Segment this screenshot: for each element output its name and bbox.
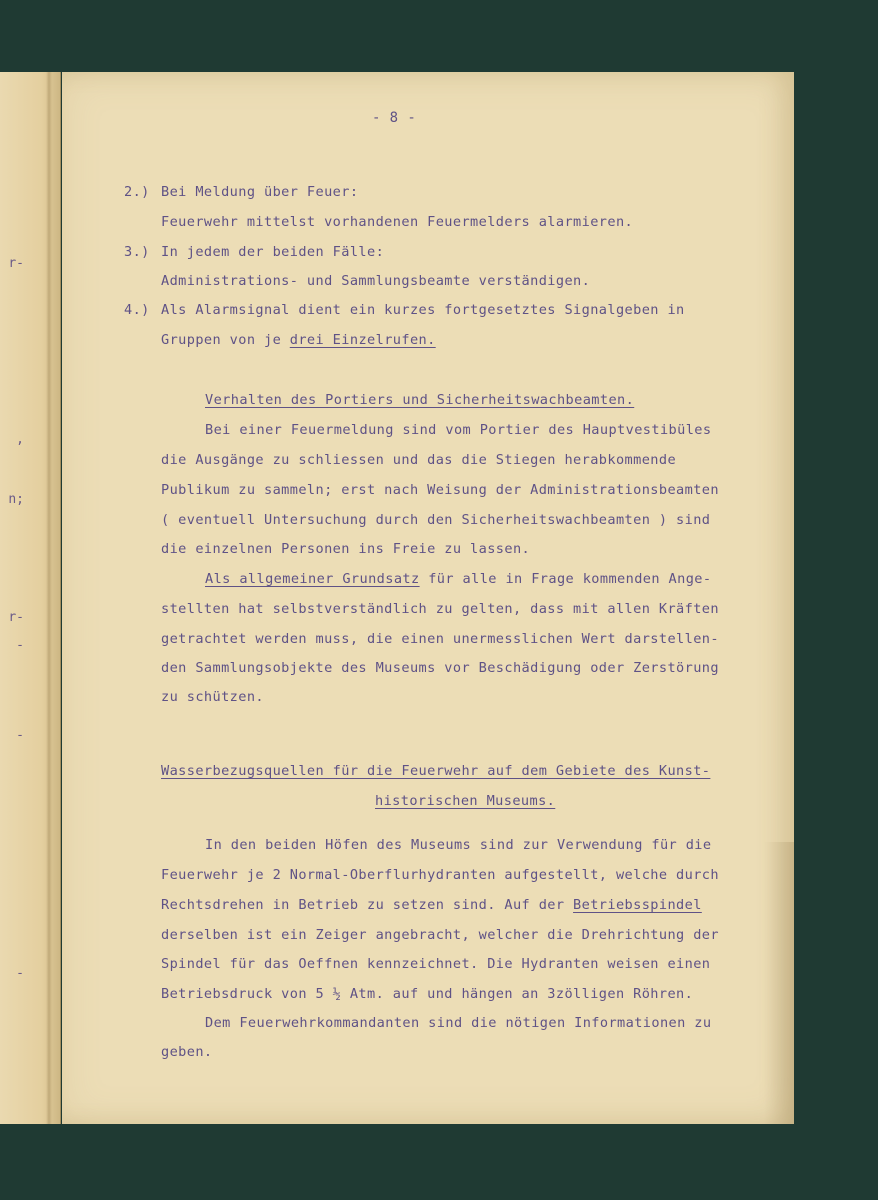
section-heading: historischen Museums.: [375, 793, 556, 809]
paragraph-line: den Sammlungsobjekte des Museums vor Beschädigung oder Zerstörung: [161, 660, 719, 676]
paragraph-line: Feuerwehr je 2 Normal-Oberflurhydranten aufgestellt, welche durch: [161, 867, 719, 883]
left-page-fragment: -: [16, 728, 24, 743]
item-number: 2.): [124, 184, 150, 200]
left-page-fragment: n;: [8, 492, 24, 507]
section-heading: Wasserbezugsquellen für die Feuerwehr auf dem Gebiete des Kunst-: [161, 763, 711, 779]
paragraph-text: Rechtsdrehen in Betrieb zu setzen sind. Auf der: [161, 897, 574, 913]
paragraph-text: für alle in Frage kommenden Ange-: [419, 571, 712, 587]
paragraph-line: geben.: [161, 1044, 213, 1060]
item-text-plain: Gruppen von je: [161, 332, 290, 348]
page-crease: [46, 72, 52, 1124]
item-number: 4.): [124, 302, 150, 318]
left-page-fragment: -: [16, 966, 24, 981]
section-heading: Verhalten des Portiers und Sicherheitswachbeamten.: [205, 392, 635, 408]
underlined-phrase: Als allgemeiner Grundsatz: [205, 571, 420, 587]
paragraph-line: stellten hat selbstverständlich zu gelten, dass mit allen Kräften: [161, 601, 719, 617]
left-page-fragment: -: [16, 638, 24, 653]
paragraph-line: derselben ist ein Zeiger angebracht, welcher die Drehrichtung der: [161, 927, 719, 943]
item-text: Administrations- und Sammlungsbeamte verständigen.: [161, 273, 591, 289]
document-page: [62, 72, 794, 1124]
paragraph-line: Publikum zu sammeln; erst nach Weisung der Administrationsbeamten: [161, 482, 719, 498]
item-text: Bei Meldung über Feuer:: [161, 184, 359, 200]
item-number: 3.): [124, 244, 150, 260]
underlined-phrase: Betriebsspindel: [573, 897, 702, 913]
item-text: In jedem der beiden Fälle:: [161, 244, 385, 260]
paragraph-line: Spindel für das Oeffnen kennzeichnet. Die Hydranten weisen einen: [161, 956, 711, 972]
item-text: Feuerwehr mittelst vorhandenen Feuermelders alarmieren.: [161, 214, 634, 230]
left-page-fragment: r-: [8, 256, 24, 271]
page-number: - 8 -: [372, 110, 417, 126]
paragraph-line: getrachtet werden muss, die einen unermesslichen Wert darstellen-: [161, 631, 719, 647]
folded-corner: [764, 842, 794, 1124]
underlined-phrase: drei Einzelrufen.: [289, 332, 436, 348]
left-page-edge: [0, 72, 61, 1124]
paragraph-line: In den beiden Höfen des Museums sind zur Verwendung für die: [205, 837, 712, 853]
left-page-fragment: r-: [8, 610, 24, 625]
item-text: [161, 332, 436, 348]
paragraph-line: Betriebsdruck von 5 ½ Atm. auf und hängen an 3zölligen Röhren.: [161, 986, 694, 1002]
left-page-fragment: ,: [16, 432, 24, 447]
paragraph-line: die einzelnen Personen ins Freie zu lassen.: [161, 541, 531, 557]
paragraph-line: [161, 897, 702, 913]
paragraph-line: die Ausgänge zu schliessen und das die Stiegen herabkommende: [161, 452, 677, 468]
paragraph-line: [205, 571, 711, 587]
item-text: Als Alarmsignal dient ein kurzes fortgesetztes Signalgeben in: [161, 302, 685, 318]
paragraph-line: zu schützen.: [161, 689, 265, 705]
paragraph-line: ( eventuell Untersuchung durch den Sicherheitswachbeamten ) sind: [161, 512, 711, 528]
paragraph-line: Dem Feuerwehrkommandanten sind die nötigen Informationen zu: [205, 1015, 712, 1031]
paragraph-line: Bei einer Feuermeldung sind vom Portier des Hauptvestibüles: [205, 422, 712, 438]
